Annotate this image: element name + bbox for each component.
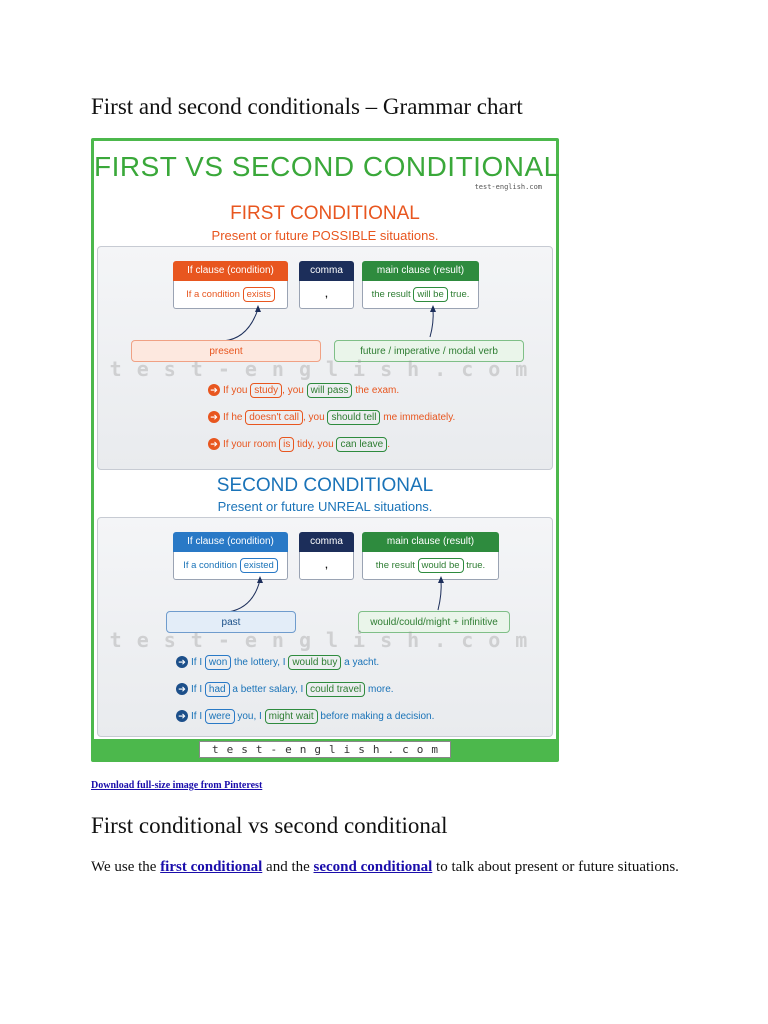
second-comma-header: comma: [299, 532, 354, 552]
second-conditional-panel: [97, 517, 553, 737]
second-example-1: ➔ If I won the lottery, I would buy a yacht.: [176, 655, 379, 671]
second-main-end: true.: [466, 560, 486, 571]
section-heading: First conditional vs second conditional: [91, 813, 448, 838]
first-main-clause-header: main clause (result): [362, 261, 479, 281]
second-if-verb: existed: [240, 558, 278, 573]
first-comma-header: comma: [299, 261, 354, 281]
intro-paragraph: We use the first conditional and the second conditional to talk about present or future situations.: [91, 859, 679, 875]
second-main-clause-header: main clause (result): [362, 532, 499, 552]
chart-title: FIRST VS SECOND CONDITIONAL: [94, 151, 560, 182]
arrow-right-circle-icon: ➔: [176, 710, 188, 722]
second-tag-would: would/could/might + infinitive: [358, 611, 510, 633]
grammar-chart-image: [91, 138, 559, 762]
watermark: test-english.com: [109, 357, 543, 381]
first-if-clause-header: If clause (condition): [173, 261, 288, 281]
second-comma-box: ,: [299, 552, 354, 580]
page-title: First and second conditionals – Grammar chart: [91, 94, 523, 119]
first-conditional-title: FIRST CONDITIONAL: [230, 203, 420, 224]
second-conditional-subtitle: Present or future UNREAL situations.: [217, 499, 433, 514]
first-tag-present: present: [131, 340, 321, 362]
footer-brand: test-english.com: [91, 740, 559, 758]
first-example-2: ➔ If he doesn't call , you should tell me immediately.: [208, 410, 455, 426]
first-conditional-subtitle: Present or future POSSIBLE situations.: [211, 228, 439, 243]
first-tag-future: future / imperative / modal verb: [334, 340, 524, 362]
first-main-end: true.: [450, 289, 470, 300]
first-main-text: the result: [371, 289, 411, 300]
second-conditional-link[interactable]: second conditional: [313, 859, 433, 875]
brand-small: test-english.com: [474, 183, 542, 191]
second-main-text: the result: [375, 560, 415, 571]
arrow-right-circle-icon: ➔: [176, 656, 188, 668]
second-if-text: If a condition: [183, 560, 238, 571]
first-comma-box: ,: [299, 281, 354, 309]
arrow-right-circle-icon: ➔: [208, 384, 220, 396]
second-example-3: ➔ If I were you, I might wait before making a decision.: [176, 709, 434, 725]
watermark: test-english.com: [109, 628, 543, 652]
chart-inner: [94, 141, 560, 739]
second-if-clause-header: If clause (condition): [173, 532, 288, 552]
first-main-verb: will be: [413, 287, 447, 302]
arrow-right-circle-icon: ➔: [208, 438, 220, 450]
first-if-text: If a condition: [186, 289, 240, 300]
second-example-2: ➔ If I had a better salary, I could travel more.: [176, 682, 394, 698]
first-conditional-link[interactable]: first conditional: [160, 859, 263, 875]
first-example-3: ➔ If your room is tidy, you can leave .: [208, 437, 390, 453]
second-main-verb: would be: [418, 558, 464, 573]
arrow-right-circle-icon: ➔: [208, 411, 220, 423]
download-pinterest-link[interactable]: Download full-size image from Pinterest: [91, 780, 263, 791]
first-if-verb: exists: [243, 287, 275, 302]
second-conditional-title: SECOND CONDITIONAL: [216, 475, 434, 496]
arrow-right-circle-icon: ➔: [176, 683, 188, 695]
first-example-1: ➔ If you study , you will pass the exam.: [208, 383, 399, 399]
first-conditional-panel: [97, 246, 553, 470]
second-tag-past: past: [166, 611, 296, 633]
